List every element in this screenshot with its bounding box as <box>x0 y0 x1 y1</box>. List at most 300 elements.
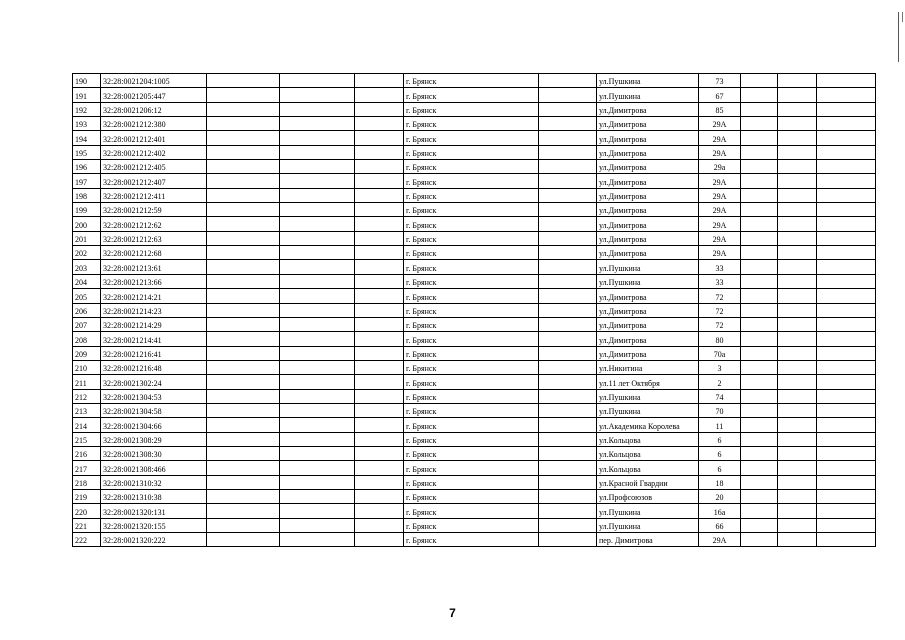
street-cell: ул.Димитрова <box>597 217 699 231</box>
cadastral-number: 32:28:0021212:411 <box>101 188 207 202</box>
row-number: 205 <box>73 289 101 303</box>
empty-cell <box>817 74 876 88</box>
empty-cell <box>741 504 778 518</box>
empty-cell <box>355 102 404 116</box>
table-row <box>73 274 876 288</box>
city-cell: г. Брянск <box>404 217 539 231</box>
house-number: 29А <box>699 131 741 145</box>
empty-cell <box>207 117 280 131</box>
empty-cell <box>355 131 404 145</box>
empty-cell <box>778 188 817 202</box>
cadastral-number: 32:28:0021216:41 <box>101 346 207 360</box>
empty-cell <box>778 475 817 489</box>
city-cell: г. Брянск <box>404 489 539 503</box>
house-number: 33 <box>699 260 741 274</box>
empty-cell <box>280 160 355 174</box>
table-row <box>73 475 876 489</box>
empty-cell <box>280 317 355 331</box>
house-number: 29а <box>699 160 741 174</box>
row-number: 219 <box>73 489 101 503</box>
empty-cell <box>280 74 355 88</box>
house-number: 16а <box>699 504 741 518</box>
cadastral-number: 32:28:0021212:402 <box>101 145 207 159</box>
street-cell: ул.Димитрова <box>597 246 699 260</box>
empty-cell <box>207 102 280 116</box>
empty-cell <box>741 74 778 88</box>
empty-cell <box>817 475 876 489</box>
cadastral-number: 32:28:0021308:30 <box>101 446 207 460</box>
empty-cell <box>778 274 817 288</box>
empty-cell <box>741 317 778 331</box>
cadastral-number: 32:28:0021320:155 <box>101 518 207 532</box>
empty-cell <box>539 446 597 460</box>
street-cell: ул.Академика Королева <box>597 418 699 432</box>
empty-cell <box>207 303 280 317</box>
house-number: 18 <box>699 475 741 489</box>
empty-cell <box>817 360 876 374</box>
empty-cell <box>280 117 355 131</box>
cadastral-number: 32:28:0021310:32 <box>101 475 207 489</box>
empty-cell <box>539 131 597 145</box>
empty-cell <box>355 360 404 374</box>
empty-cell <box>778 289 817 303</box>
table-row <box>73 131 876 145</box>
empty-cell <box>817 260 876 274</box>
street-cell: пер. Димитрова <box>597 533 699 547</box>
empty-cell <box>280 418 355 432</box>
empty-cell <box>778 332 817 346</box>
empty-cell <box>280 360 355 374</box>
empty-cell <box>539 403 597 417</box>
empty-cell <box>539 231 597 245</box>
street-cell: ул.Пушкина <box>597 403 699 417</box>
empty-cell <box>280 446 355 460</box>
empty-cell <box>817 274 876 288</box>
city-cell: г. Брянск <box>404 174 539 188</box>
empty-cell <box>778 461 817 475</box>
empty-cell <box>355 203 404 217</box>
city-cell: г. Брянск <box>404 246 539 260</box>
empty-cell <box>539 389 597 403</box>
empty-cell <box>539 375 597 389</box>
city-cell: г. Брянск <box>404 274 539 288</box>
city-cell: г. Брянск <box>404 346 539 360</box>
cadastral-number: 32:28:0021302:24 <box>101 375 207 389</box>
empty-cell <box>355 160 404 174</box>
row-number: 201 <box>73 231 101 245</box>
empty-cell <box>280 188 355 202</box>
empty-cell <box>741 389 778 403</box>
cadastral-number: 32:28:0021212:63 <box>101 231 207 245</box>
street-cell: ул.Димитрова <box>597 317 699 331</box>
empty-cell <box>280 389 355 403</box>
empty-cell <box>539 461 597 475</box>
table-row <box>73 432 876 446</box>
street-cell: ул.Димитрова <box>597 131 699 145</box>
row-number: 203 <box>73 260 101 274</box>
table-row <box>73 246 876 260</box>
empty-cell <box>355 74 404 88</box>
row-number: 197 <box>73 174 101 188</box>
row-number: 198 <box>73 188 101 202</box>
registry-table <box>72 73 876 547</box>
empty-cell <box>741 418 778 432</box>
empty-cell <box>817 246 876 260</box>
cadastral-number: 32:28:0021206:12 <box>101 102 207 116</box>
street-cell: ул.Никитина <box>597 360 699 374</box>
empty-cell <box>280 504 355 518</box>
empty-cell <box>280 346 355 360</box>
empty-cell <box>817 102 876 116</box>
empty-cell <box>778 303 817 317</box>
empty-cell <box>207 260 280 274</box>
empty-cell <box>280 174 355 188</box>
empty-cell <box>778 418 817 432</box>
empty-cell <box>355 375 404 389</box>
table-row <box>73 260 876 274</box>
empty-cell <box>539 246 597 260</box>
empty-cell <box>207 533 280 547</box>
house-number: 72 <box>699 317 741 331</box>
empty-cell <box>280 432 355 446</box>
table-row <box>73 174 876 188</box>
empty-cell <box>778 389 817 403</box>
city-cell: г. Брянск <box>404 389 539 403</box>
city-cell: г. Брянск <box>404 375 539 389</box>
empty-cell <box>539 217 597 231</box>
empty-cell <box>778 446 817 460</box>
empty-cell <box>741 446 778 460</box>
empty-cell <box>817 504 876 518</box>
empty-cell <box>280 203 355 217</box>
empty-cell <box>741 375 778 389</box>
empty-cell <box>207 360 280 374</box>
house-number: 29А <box>699 117 741 131</box>
house-number: 20 <box>699 489 741 503</box>
row-number: 216 <box>73 446 101 460</box>
empty-cell <box>355 289 404 303</box>
empty-cell <box>817 145 876 159</box>
cadastral-number: 32:28:0021212:380 <box>101 117 207 131</box>
row-number: 211 <box>73 375 101 389</box>
table-row <box>73 418 876 432</box>
empty-cell <box>207 289 280 303</box>
empty-cell <box>355 461 404 475</box>
empty-cell <box>778 174 817 188</box>
empty-cell <box>817 117 876 131</box>
empty-cell <box>355 303 404 317</box>
empty-cell <box>741 461 778 475</box>
city-cell: г. Брянск <box>404 504 539 518</box>
house-number: 33 <box>699 274 741 288</box>
empty-cell <box>355 332 404 346</box>
empty-cell <box>539 289 597 303</box>
empty-cell <box>778 74 817 88</box>
empty-cell <box>355 145 404 159</box>
street-cell: ул.Димитрова <box>597 174 699 188</box>
table-row <box>73 446 876 460</box>
house-number: 29А <box>699 217 741 231</box>
empty-cell <box>207 375 280 389</box>
empty-cell <box>207 346 280 360</box>
cadastral-number: 32:28:0021310:38 <box>101 489 207 503</box>
house-number: 29А <box>699 203 741 217</box>
house-number: 70а <box>699 346 741 360</box>
empty-cell <box>539 174 597 188</box>
empty-cell <box>778 403 817 417</box>
table-row <box>73 317 876 331</box>
table-row <box>73 231 876 245</box>
city-cell: г. Брянск <box>404 131 539 145</box>
empty-cell <box>741 203 778 217</box>
empty-cell <box>207 131 280 145</box>
empty-cell <box>817 418 876 432</box>
street-cell: ул.Димитрова <box>597 102 699 116</box>
cadastral-number: 32:28:0021304:66 <box>101 418 207 432</box>
cadastral-number: 32:28:0021212:407 <box>101 174 207 188</box>
cadastral-number: 32:28:0021320:131 <box>101 504 207 518</box>
table-row <box>73 375 876 389</box>
empty-cell <box>280 289 355 303</box>
empty-cell <box>207 389 280 403</box>
empty-cell <box>778 117 817 131</box>
empty-cell <box>355 274 404 288</box>
empty-cell <box>817 518 876 532</box>
cadastral-number: 32:28:0021204:1005 <box>101 74 207 88</box>
city-cell: г. Брянск <box>404 160 539 174</box>
empty-cell <box>778 360 817 374</box>
house-number: 29А <box>699 246 741 260</box>
row-number: 215 <box>73 432 101 446</box>
house-number: 80 <box>699 332 741 346</box>
city-cell: г. Брянск <box>404 145 539 159</box>
empty-cell <box>207 518 280 532</box>
cadastral-number: 32:28:0021212:59 <box>101 203 207 217</box>
empty-cell <box>207 145 280 159</box>
cadastral-number: 32:28:0021214:41 <box>101 332 207 346</box>
street-cell: ул.Димитрова <box>597 231 699 245</box>
empty-cell <box>741 231 778 245</box>
empty-cell <box>355 418 404 432</box>
table-row <box>73 403 876 417</box>
cadastral-number: 32:28:0021320:222 <box>101 533 207 547</box>
city-cell: г. Брянск <box>404 203 539 217</box>
street-cell: ул.Кольцова <box>597 446 699 460</box>
empty-cell <box>207 160 280 174</box>
city-cell: г. Брянск <box>404 360 539 374</box>
table-row <box>73 332 876 346</box>
street-cell: ул.Кольцова <box>597 461 699 475</box>
house-number: 66 <box>699 518 741 532</box>
empty-cell <box>778 246 817 260</box>
empty-cell <box>280 518 355 532</box>
city-cell: г. Брянск <box>404 446 539 460</box>
street-cell: ул.Димитрова <box>597 117 699 131</box>
empty-cell <box>817 217 876 231</box>
street-cell: ул.Пушкина <box>597 260 699 274</box>
house-number: 29А <box>699 188 741 202</box>
empty-cell <box>741 332 778 346</box>
city-cell: г. Брянск <box>404 231 539 245</box>
empty-cell <box>817 188 876 202</box>
house-number: 29А <box>699 145 741 159</box>
row-number: 217 <box>73 461 101 475</box>
cadastral-number: 32:28:0021304:58 <box>101 403 207 417</box>
empty-cell <box>778 518 817 532</box>
empty-cell <box>280 303 355 317</box>
empty-cell <box>539 518 597 532</box>
city-cell: г. Брянск <box>404 188 539 202</box>
page-number: 7 <box>449 606 456 620</box>
empty-cell <box>355 403 404 417</box>
empty-cell <box>539 360 597 374</box>
street-cell: ул.Пушкина <box>597 504 699 518</box>
empty-cell <box>817 231 876 245</box>
city-cell: г. Брянск <box>404 303 539 317</box>
empty-cell <box>539 160 597 174</box>
empty-cell <box>778 102 817 116</box>
table-row <box>73 389 876 403</box>
empty-cell <box>207 203 280 217</box>
empty-cell <box>741 188 778 202</box>
empty-cell <box>817 403 876 417</box>
table-row <box>73 346 876 360</box>
empty-cell <box>355 188 404 202</box>
table-row <box>73 360 876 374</box>
empty-cell <box>207 231 280 245</box>
empty-cell <box>207 246 280 260</box>
street-cell: ул.11 лет Октября <box>597 375 699 389</box>
city-cell: г. Брянск <box>404 403 539 417</box>
cadastral-number: 32:28:0021205:447 <box>101 88 207 102</box>
street-cell: ул.Пушкина <box>597 274 699 288</box>
row-number: 214 <box>73 418 101 432</box>
empty-cell <box>817 88 876 102</box>
table-row <box>73 217 876 231</box>
cadastral-number: 32:28:0021212:401 <box>101 131 207 145</box>
empty-cell <box>539 88 597 102</box>
empty-cell <box>207 461 280 475</box>
empty-cell <box>539 188 597 202</box>
row-number: 206 <box>73 303 101 317</box>
cadastral-number: 32:28:0021212:68 <box>101 246 207 260</box>
house-number: 2 <box>699 375 741 389</box>
row-number: 207 <box>73 317 101 331</box>
empty-cell <box>817 303 876 317</box>
empty-cell <box>355 231 404 245</box>
empty-cell <box>355 533 404 547</box>
empty-cell <box>817 446 876 460</box>
row-number: 192 <box>73 102 101 116</box>
street-cell: ул.Димитрова <box>597 145 699 159</box>
house-number: 6 <box>699 461 741 475</box>
city-cell: г. Брянск <box>404 432 539 446</box>
street-cell: ул.Красной Гвардии <box>597 475 699 489</box>
empty-cell <box>539 489 597 503</box>
table-row <box>73 88 876 102</box>
empty-cell <box>741 518 778 532</box>
empty-cell <box>355 174 404 188</box>
empty-cell <box>355 475 404 489</box>
city-cell: г. Брянск <box>404 332 539 346</box>
city-cell: г. Брянск <box>404 260 539 274</box>
cadastral-number: 32:28:0021212:405 <box>101 160 207 174</box>
empty-cell <box>355 317 404 331</box>
city-cell: г. Брянск <box>404 418 539 432</box>
empty-cell <box>539 533 597 547</box>
empty-cell <box>778 131 817 145</box>
empty-cell <box>741 260 778 274</box>
empty-cell <box>741 88 778 102</box>
cadastral-number: 32:28:0021308:466 <box>101 461 207 475</box>
empty-cell <box>280 217 355 231</box>
row-number: 208 <box>73 332 101 346</box>
row-number: 195 <box>73 145 101 159</box>
empty-cell <box>280 332 355 346</box>
empty-cell <box>207 188 280 202</box>
empty-cell <box>539 303 597 317</box>
street-cell: ул.Димитрова <box>597 346 699 360</box>
table-row <box>73 102 876 116</box>
row-number: 199 <box>73 203 101 217</box>
house-number: 11 <box>699 418 741 432</box>
empty-cell <box>778 346 817 360</box>
street-cell: ул.Димитрова <box>597 303 699 317</box>
empty-cell <box>355 346 404 360</box>
empty-cell <box>539 418 597 432</box>
empty-cell <box>741 360 778 374</box>
cadastral-number: 32:28:0021214:29 <box>101 317 207 331</box>
empty-cell <box>355 88 404 102</box>
street-cell: ул.Профсоюзов <box>597 489 699 503</box>
empty-cell <box>741 131 778 145</box>
table-row <box>73 117 876 131</box>
table-row <box>73 303 876 317</box>
empty-cell <box>539 203 597 217</box>
cadastral-number: 32:28:0021308:29 <box>101 432 207 446</box>
city-cell: г. Брянск <box>404 88 539 102</box>
row-number: 204 <box>73 274 101 288</box>
empty-cell <box>280 403 355 417</box>
empty-cell <box>741 174 778 188</box>
empty-cell <box>741 489 778 503</box>
empty-cell <box>539 332 597 346</box>
empty-cell <box>817 289 876 303</box>
street-cell: ул.Пушкина <box>597 88 699 102</box>
empty-cell <box>280 246 355 260</box>
empty-cell <box>280 145 355 159</box>
empty-cell <box>280 533 355 547</box>
empty-cell <box>539 346 597 360</box>
empty-cell <box>207 475 280 489</box>
house-number: 72 <box>699 289 741 303</box>
city-cell: г. Брянск <box>404 475 539 489</box>
table-row <box>73 160 876 174</box>
empty-cell <box>778 231 817 245</box>
empty-cell <box>817 131 876 145</box>
street-cell: ул.Кольцова <box>597 432 699 446</box>
house-number: 67 <box>699 88 741 102</box>
table-row <box>73 518 876 532</box>
empty-cell <box>207 332 280 346</box>
city-cell: г. Брянск <box>404 461 539 475</box>
empty-cell <box>207 489 280 503</box>
empty-cell <box>539 475 597 489</box>
empty-cell <box>539 117 597 131</box>
empty-cell <box>355 518 404 532</box>
empty-cell <box>207 174 280 188</box>
table-row <box>73 145 876 159</box>
